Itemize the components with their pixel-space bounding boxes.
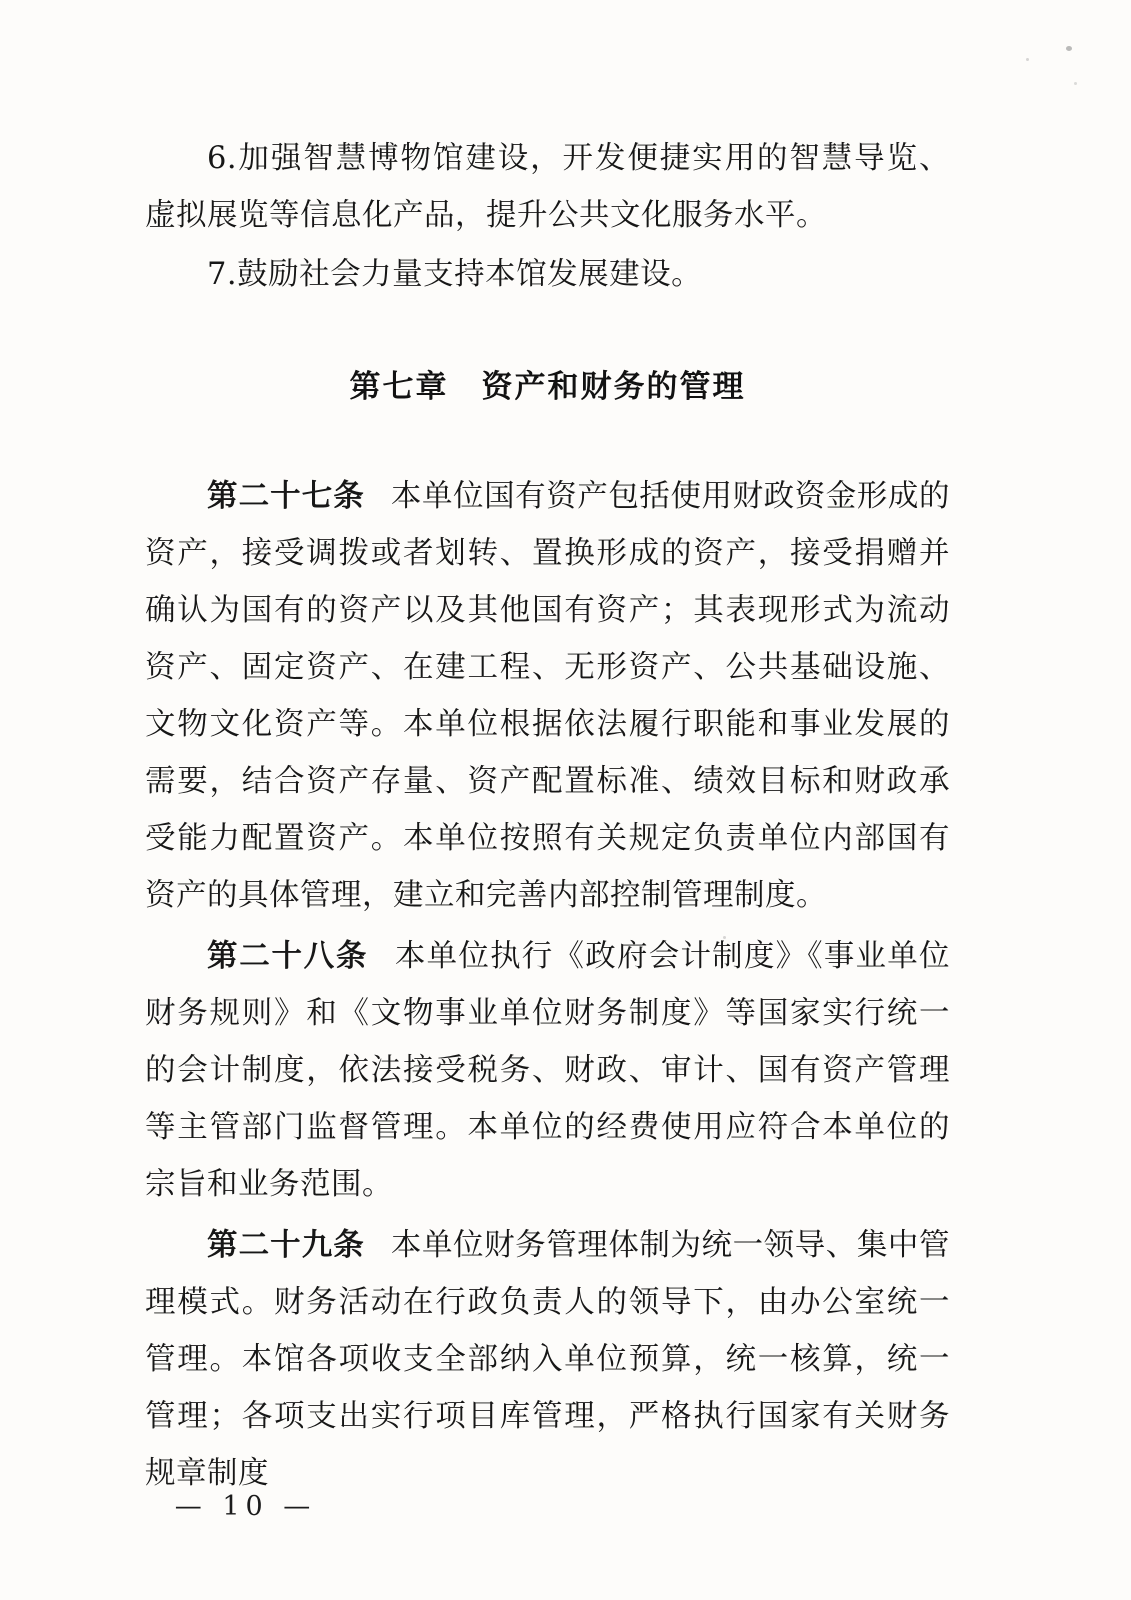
article-label: 第二十八条 bbox=[207, 939, 369, 974]
article-text: 本单位国有资产包括使用财政资金形成的资产，接受调拨或者划转、置换形成的资产，接受捐赠并确认为国有的资产以及其他国有资产；其表现形式为流动资产、固定资产、在建工程、无形资产、公共基础设施、文物文化资产等。本单位根据依法履行职能和事业发展的需要，结合资产存量、资产配置标准、绩效目标和财政承受能力配置资产。本单位按照有关规定负责单位内部国有资产的具体管理，建立和完善内部控制管理制度。 bbox=[145, 479, 951, 913]
chapter-heading: 第七章 资产和财务的管理 bbox=[349, 369, 746, 405]
page-number: — 10 — bbox=[174, 1491, 317, 1522]
article-clause bbox=[145, 1217, 950, 1502]
page-footer bbox=[0, 1491, 1131, 1522]
list-item: 6.加强智慧博物馆建设，开发便捷实用的智慧导览、虚拟展览等信息化产品，提升公共文化服务水平。 bbox=[145, 141, 950, 233]
scan-speck-icon bbox=[1074, 82, 1077, 85]
article-label: 第二十九条 bbox=[207, 1228, 365, 1263]
article-clause bbox=[145, 928, 950, 1213]
article-label: 第二十七条 bbox=[207, 479, 365, 514]
article-text: 本单位财务管理体制为统一领导、集中管理模式。财务活动在行政负责人的领导下，由办公室统一管理。本馆各项收支全部纳入单位预算，统一核算，统一管理；各项支出实行项目库管理，严格执行国家有关财务规章制度 bbox=[145, 1228, 951, 1491]
document-body bbox=[145, 130, 950, 1506]
scan-speck-icon bbox=[1026, 58, 1029, 61]
list-item: 7.鼓励社会力量支持本馆发展建设。 bbox=[207, 257, 703, 292]
article-clause bbox=[145, 468, 950, 924]
scan-speck-icon bbox=[1066, 46, 1072, 51]
article-text: 本单位执行《政府会计制度》《事业单位财务规则》和《文物事业单位财务制度》等国家实行统一的会计制度，依法接受税务、财政、审计、国有资产管理等主管部门监督管理。本单位的经费使用应符合本单位的宗旨和业务范围。 bbox=[145, 939, 951, 1202]
